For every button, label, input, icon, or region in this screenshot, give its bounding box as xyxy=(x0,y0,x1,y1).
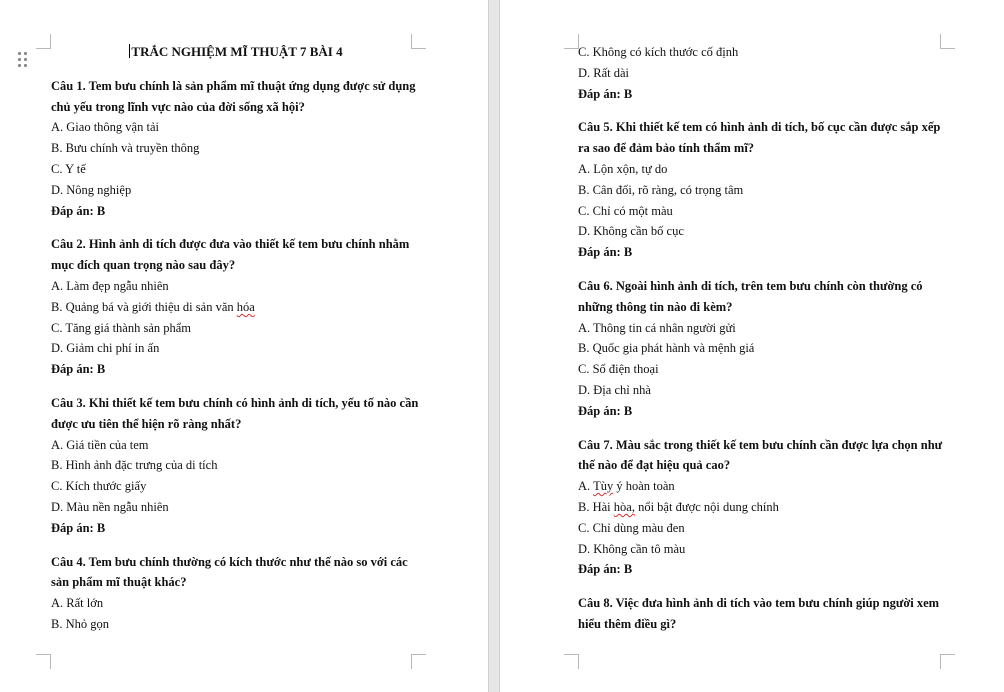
page-right-content xyxy=(578,42,958,635)
answer-option: C. Y tế xyxy=(51,161,86,176)
answer-option: D. Màu nền ngẫu nhiên xyxy=(51,499,169,514)
answer-option: C. Không có kích thước cố định xyxy=(578,45,739,59)
answer-key: Đáp án: B xyxy=(51,362,106,377)
answer-option xyxy=(51,297,421,318)
page-left-content xyxy=(51,42,421,635)
answer-option: B. Cân đối, rõ ràng, có trọng tâm xyxy=(578,182,744,197)
question-text: mục đích quan trọng nào sau đây? xyxy=(51,258,236,273)
answer-option-text: B. Hài xyxy=(578,499,614,514)
question-text: những thông tin nào đi kèm? xyxy=(578,299,733,314)
question-text: thế nào để đạt hiệu quả cao? xyxy=(578,458,731,473)
page-gutter xyxy=(488,0,500,692)
answer-key: Đáp án: B xyxy=(578,86,633,101)
answer-option: D. Không cần bố cục xyxy=(578,224,684,239)
answer-key: Đáp án: B xyxy=(578,562,633,577)
question-text: ra sao để đảm bảo tính thẩm mĩ? xyxy=(578,141,755,156)
answer-option: A. Làm đẹp ngẫu nhiên xyxy=(51,278,169,293)
question-text: Câu 5. Khi thiết kế tem có hình ảnh di tích, bố cục cần được sắp xếp xyxy=(578,120,941,135)
question-text: chủ yếu trong lĩnh vực nào của đời sống xã hội? xyxy=(51,99,305,114)
answer-option: A. Lộn xộn, tự do xyxy=(578,161,668,176)
question-text: Câu 8. Việc đưa hình ảnh di tích vào tem bưu chính giúp người xem xyxy=(578,596,940,611)
answer-option: D. Nông nghiệp xyxy=(51,182,132,197)
answer-option xyxy=(578,476,958,497)
answer-option: C. Chỉ dùng màu đen xyxy=(578,520,685,535)
answer-option: D. Rất dài xyxy=(578,65,630,80)
answer-option: B. Nhỏ gọn xyxy=(51,616,109,631)
answer-option: C. Tăng giá thành sản phẩm xyxy=(51,320,192,335)
spelling-flag[interactable]: hóa xyxy=(236,299,255,314)
answer-option-text: A. xyxy=(578,479,594,494)
answer-option: A. Thông tin cá nhân người gửi xyxy=(578,320,736,335)
answer-option: C. Chỉ có một màu xyxy=(578,203,673,218)
document-title[interactable] xyxy=(51,42,421,63)
answer-key: Đáp án: B xyxy=(51,520,106,535)
answer-option: B. Quốc gia phát hành và mệnh giá xyxy=(578,341,755,356)
question-text: hiểu thêm điều gì? xyxy=(578,616,677,631)
answer-key: Đáp án: B xyxy=(578,403,633,418)
answer-key: Đáp án: B xyxy=(578,245,633,260)
question-text: Câu 3. Khi thiết kế tem bưu chính có hình ảnh di tích, yếu tố nào cần xyxy=(51,395,419,410)
answer-option: D. Địa chỉ nhà xyxy=(578,382,651,397)
crop-mark-top-left xyxy=(564,34,579,49)
question-text: được ưu tiên thể hiện rõ ràng nhất? xyxy=(51,416,242,431)
answer-option: B. Hình ảnh đặc trưng của di tích xyxy=(51,458,218,473)
spelling-flag[interactable]: Tùy xyxy=(593,479,614,494)
crop-mark-bottom-left xyxy=(564,654,579,669)
answer-option-text: nổi bật được nội dung chính xyxy=(634,499,779,514)
answer-option-text: B. Quảng bá và giới thiệu di sản văn xyxy=(51,299,237,314)
crop-mark-bottom-right xyxy=(411,654,426,669)
answer-option xyxy=(578,497,958,518)
answer-option: C. Số điện thoại xyxy=(578,362,659,377)
crop-mark-top-left xyxy=(36,34,51,49)
answer-option: A. Rất lớn xyxy=(51,596,104,611)
answer-key: Đáp án: B xyxy=(51,203,106,218)
answer-option: C. Kích thước giấy xyxy=(51,479,147,494)
crop-mark-bottom-right xyxy=(940,654,955,669)
question-text: Câu 6. Ngoài hình ảnh di tích, trên tem bưu chính còn thường có xyxy=(578,278,923,293)
drag-handle-icon[interactable] xyxy=(18,52,28,68)
answer-option: D. Không cần tô màu xyxy=(578,541,686,556)
answer-option: A. Giá tiền của tem xyxy=(51,437,149,452)
answer-option: B. Bưu chính và truyền thông xyxy=(51,141,200,156)
question-text: Câu 1. Tem bưu chính là sản phẩm mĩ thuật ứng dụng được sử dụng xyxy=(51,78,416,93)
question-text: sản phẩm mĩ thuật khác? xyxy=(51,575,187,590)
answer-option: A. Giao thông vận tải xyxy=(51,120,159,135)
document-page-left xyxy=(0,0,488,692)
question-text: Câu 2. Hình ảnh di tích được đưa vào thiết kế tem bưu chính nhằm xyxy=(51,237,410,252)
question-text: Câu 7. Màu sắc trong thiết kế tem bưu chính cần được lựa chọn như xyxy=(578,437,943,452)
crop-mark-bottom-left xyxy=(36,654,51,669)
answer-option-text: ý hoàn toàn xyxy=(613,479,675,494)
question-text: Câu 4. Tem bưu chính thường có kích thước như thế nào so với các xyxy=(51,554,408,569)
spelling-flag[interactable]: hòa, xyxy=(613,499,635,514)
document-title-text: TRẮC NGHIỆM MĨ THUẬT 7 BÀI 4 xyxy=(131,44,343,59)
answer-option: D. Giảm chi phí in ấn xyxy=(51,341,160,356)
